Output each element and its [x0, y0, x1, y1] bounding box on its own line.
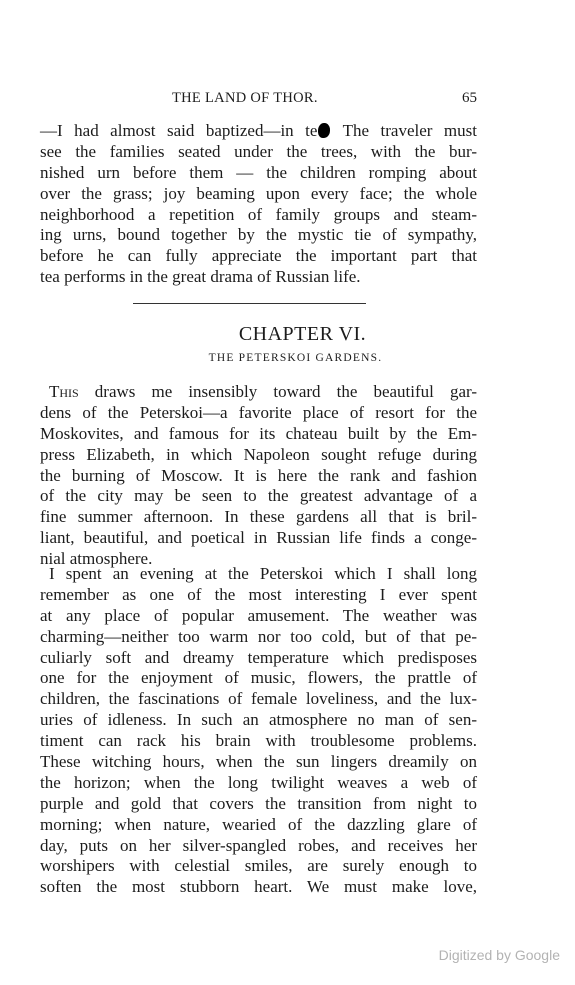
text-line: morning; when nature, wearied of the dazzling glare of [40, 814, 477, 834]
digitized-watermark: Digitized by Google [438, 947, 560, 963]
text-line: see the families seated under the trees, with the bur- [40, 141, 477, 161]
text-line: the burning of Moscow. It is here the rank and fashion [40, 465, 477, 485]
text-fragment: draws me insensibly toward the beautiful gar- [78, 382, 477, 401]
text-line: soften the most stubborn heart. We must make love, [40, 877, 477, 897]
text-line: ing urns, bound together by the mystic tie of sympathy, [40, 225, 477, 245]
text-line: purple and gold that covers the transition from night to [40, 793, 477, 813]
text-line: worshipers with celestial smiles, are surely enough to [40, 856, 477, 876]
text-line: charming—neither too warm nor too cold, but of that pe- [40, 626, 477, 646]
text-line: nished urn before them — the children romping about [40, 162, 477, 182]
text-line: dens of the Peterskoi—a favorite place of resort for the [40, 402, 477, 422]
ink-blot [318, 123, 330, 138]
text-line: press Elizabeth, in which Napoleon sought refuge during [40, 444, 477, 464]
text-line: I spent an evening at the Peterskoi which I shall long [49, 564, 477, 583]
chapter-heading [0, 323, 575, 364]
text-line: liant, beautiful, and poetical in Russian life finds a conge- [40, 528, 477, 548]
text-line: Moskovites, and famous for its chateau built by the Em- [40, 423, 477, 443]
text-line: over the grass; joy beaming upon every face; the whole [40, 183, 477, 203]
text-line: tea performs in the great drama of Russian life. [40, 267, 361, 287]
text-line: fine summer afternoon. In these gardens all that is bril- [40, 507, 477, 527]
chapter-number: CHAPTER VI. [238, 323, 367, 345]
text-line: one for the enjoyment of music, flowers, the prattle of [40, 668, 477, 688]
text-line: culiarly soft and dreamy temperature which predisposes [40, 647, 477, 667]
text-line: at any place of popular amusement. The weather was [40, 605, 477, 625]
text-line: uries of idleness. In such an atmosphere no man of sen- [40, 710, 477, 730]
text-line: the horizon; when the long twilight weaves a web of [40, 772, 477, 792]
text-line: neighborhood a repetition of family groups and steam- [40, 204, 477, 224]
continuation-paragraph [40, 121, 477, 288]
text-line: of the city may be seen to the greatest advantage of a [40, 486, 477, 506]
text-line [40, 121, 477, 142]
paragraph-1 [40, 382, 477, 570]
text-line: These witching hours, when the sun lingers dreamily on [40, 752, 477, 772]
paragraph-2 [40, 564, 477, 898]
section-divider [133, 303, 366, 304]
text-line [40, 382, 477, 403]
text-line: nial atmosphere. [40, 549, 153, 569]
text-fragment: —I had almost said baptized—in te [40, 121, 318, 140]
opening-word: This [49, 382, 79, 401]
chapter-title: THE PETERSKOI GARDENS. [208, 352, 383, 364]
text-line: children, the fascinations of female loveliness, and the lux- [40, 689, 477, 709]
running-head [40, 90, 477, 110]
text-line: remember as one of the most interesting I ever spent [40, 584, 477, 604]
running-title: THE LAND OF THOR. [172, 90, 318, 106]
text-line: timent can rack his brain with troublesome problems. [40, 731, 477, 751]
text-line: before he can fully appreciate the important part that [40, 246, 477, 266]
text-line: day, puts on her silver-spangled robes, and receives her [40, 835, 477, 855]
page-number: 65 [462, 90, 477, 106]
text-fragment: The traveler must [331, 121, 477, 140]
